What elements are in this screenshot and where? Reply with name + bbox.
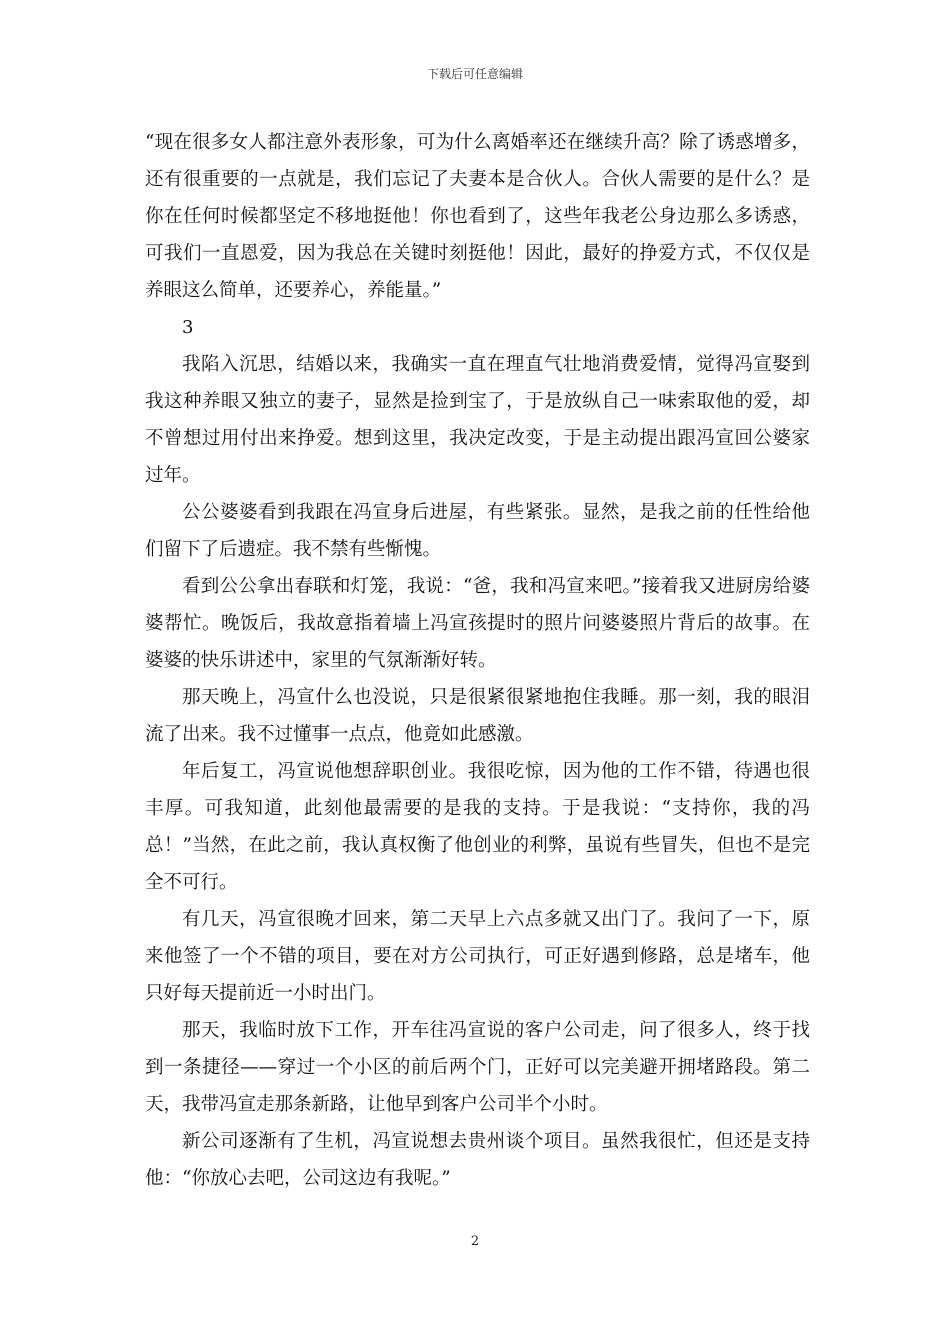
paragraph: 有几天，冯宣很晚才回来，第二天早上六点多就又出门了。我问了一下，原来他签了一个不错的项目，要在对方公司执行，可正好遇到修路，总是堵车，他只好每天提前近一小时出门。 — [145, 909, 810, 1004]
paragraph: 我陷入沉思，结婚以来，我确实一直在理直气壮地消费爱情，觉得冯宣娶到我这种养眼又独立的妻子，显然是捡到宝了，于是放纵自己一味索取他的爱，却不曾想过用付出来挣爱。想到这里，我决定改变，于是主动提出跟冯宣回公婆家过年。 — [145, 354, 810, 486]
paragraph: 看到公公拿出春联和灯笼，我说：“爸，我和冯宣来吧。”接着我又进厨房给婆婆帮忙。晚饭后，我故意指着墙上冯宣孩提时的照片问婆婆照片背后的故事。在婆婆的快乐讲述中，家里的气氛渐渐好转。 — [145, 576, 810, 671]
paragraph-quote: “现在很多女人都注意外表形象，可为什么离婚率还在继续升高？除了诱惑增多，还有很重要的一点就是，我们忘记了夫妻本是合伙人。合伙人需要的是什么？是你在任何时候都坚定不移地挺他！你也看到了，这些年我老公身边那么多诱惑，可我们一直恩爱，因为我总在关键时刻挺他！因此，最好的挣爱方式，不仅仅是养眼这么简单，还要养心，养能量。” — [145, 132, 810, 301]
paragraph: 那天晚上，冯宣什么也没说，只是很紧很紧地抱住我睡。那一刻，我的眼泪流了出来。我不过懂事一点点，他竟如此感激。 — [145, 687, 810, 745]
paragraph: 新公司逐渐有了生机，冯宣说想去贵州谈个项目。虽然我很忙，但还是支持他：“你放心去吧，公司这边有我呢。” — [145, 1131, 810, 1189]
section-number: 3 — [182, 317, 194, 338]
page-header: 下载后可任意编辑 — [426, 67, 523, 81]
paragraph: 那天，我临时放下工作，开车往冯宣说的客户公司走，问了很多人，终于找到一条捷径——穿过一个小区的前后两个门，正好可以完美避开拥堵路段。第二天，我带冯宣走那条新路，让他早到客户公司半个小时。 — [145, 1020, 810, 1115]
paragraph: 公公婆婆看到我跟在冯宣身后进屋，有些紧张。显然，是我之前的任性给他们留下了后遗症。我不禁有些惭愧。 — [145, 502, 810, 560]
page-number: 2 — [470, 1234, 480, 1249]
paragraph: 年后复工，冯宣说他想辞职创业。我很吃惊，因为他的工作不错，待遇也很丰厚。可我知道，此刻他最需要的是我的支持。于是我说：“支持你，我的冯总！”当然，在此之前，我认真权衡了他创业的利弊，虽说有些冒失，但也不是完全不可行。 — [145, 761, 810, 893]
document-body — [145, 124, 810, 1197]
